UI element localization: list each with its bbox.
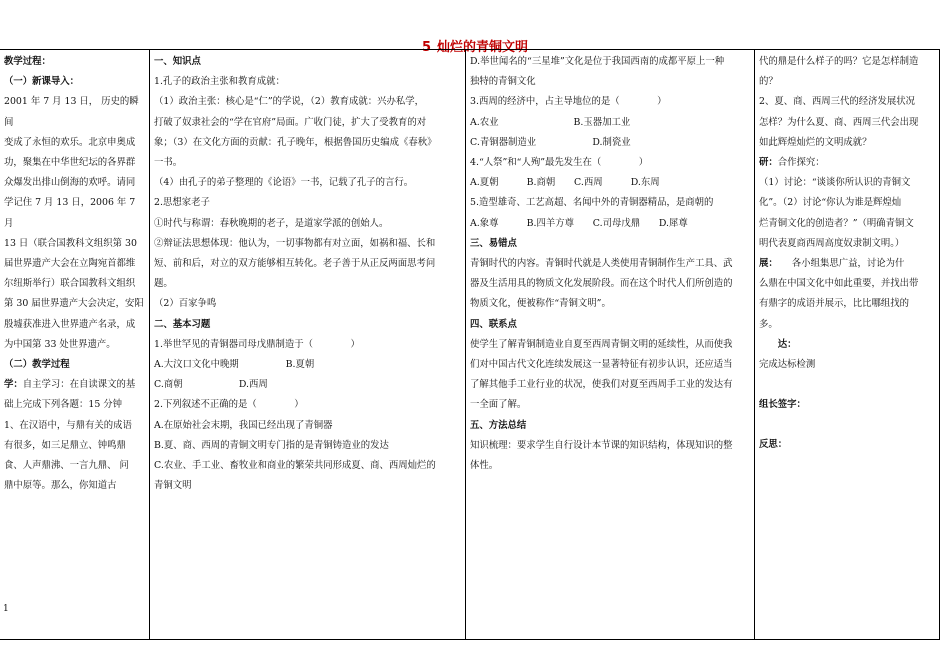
col2-line: （4）由孔子的弟子整理的《论语》一书，记载了孔子的言行。: [154, 177, 414, 189]
col3-line: 物质文化，便被称作“青铜文明”。: [470, 298, 611, 310]
col2-line: A.在原始社会末期，我国已经出现了青铜器: [154, 419, 333, 431]
col2-line: ①时代与称谓：春秋晚期的老子，是道家学派的创始人。: [154, 217, 389, 229]
column-discussion-and-reflection: [755, 50, 940, 639]
col3-line: 了解其他手工业行业的状况，使我们对夏至西周手工业的发达有: [470, 379, 733, 391]
col3-line: 青铜时代的内容。青铜时代就是人类使用青铜制作生产工具、武: [470, 258, 733, 270]
col3-line: 3.西周的经济中，占主导地位的是（ ）: [470, 96, 667, 108]
col4-line: 有鼎字的成语并展示，比比哪组找的: [759, 298, 910, 310]
col3-line: 们对中国古代文化连续发展这一显著特征有初步认识，还应适当: [470, 359, 733, 371]
col1-line: 众爆发出排山倒海的欢呼。请同: [4, 177, 136, 189]
col4-line: 2、夏、商、西周三代的经济发展状况: [759, 96, 915, 108]
col2-line: 2.思想家老子: [154, 197, 210, 209]
page-mark: 1: [3, 604, 9, 614]
col1-line: 变成了永恒的欢乐。北京申奥成: [4, 136, 136, 148]
col1-line: 2001 年 7 月 13 日， 历史的瞬间: [4, 96, 139, 128]
col1-line: 功，聚集在中华世纪坛的各界群: [4, 157, 136, 169]
col3-line: 使学生了解青铜制造业自夏至西周青铜文明的延续性，从而使我: [470, 338, 733, 350]
col3-line: 独特的青铜文化: [470, 76, 536, 88]
col3-line: 4.“人祭”和“人殉”最先发生在（ ）: [470, 157, 649, 169]
col2-line: 1.举世罕见的青铜器司母戊鼎制造于（ ）: [154, 338, 360, 350]
col1-line: [4, 375, 145, 395]
col1-line: 有很多，如三足鼎立、钟鸣鼎: [4, 439, 126, 451]
col4-line: [759, 153, 935, 173]
col2-line: 题。: [154, 278, 173, 290]
col4-line: （1）讨论：“谈谈你所认识的青铜文: [759, 177, 911, 189]
col3-line: 器及生活用具的物质文化发展阶段。而在这个时代人们所创造的: [470, 278, 733, 290]
col1-line: 尔纽斯举行）联合国教科文组织: [4, 278, 136, 290]
column-knowledge-points: [150, 50, 466, 639]
col2-line: （2）百家争鸣: [154, 298, 217, 310]
col4-line: 明代表夏商西周高度奴隶制文明。）: [759, 237, 905, 249]
col3-line: A.夏朝 B.商朝 C.西周 D.东周: [470, 177, 660, 189]
col3-line: 体性。: [470, 460, 499, 472]
col4-line: [759, 254, 935, 274]
column-teaching-process: [0, 50, 150, 639]
col2-line: A.大汶口文化中晚期 B.夏朝: [154, 359, 315, 371]
col4-line: 的？: [759, 76, 778, 88]
column-exercises-and-summary: [466, 50, 755, 639]
col2-line: 短、前和后，对立的双方能够相互转化。老子善于从正反两面思考问: [154, 258, 436, 270]
lesson-plan-table: [0, 49, 940, 640]
col3-line: 五、方法总结: [470, 419, 527, 431]
col3-line: 知识梳理：要求学生自行设计本节课的知识结构，体现知识的整: [470, 439, 733, 451]
col4-line: [759, 415, 935, 435]
col2-line: B.夏、商、西周的青铜文明专门指的是青铜铸造业的发达: [154, 439, 389, 451]
col2-line: ②辩证法思想体现：他认为，一切事物都有对立面，如祸和福、长和: [154, 237, 436, 249]
section-marker: 学：: [4, 379, 23, 391]
col3-line: A.象尊 B.四羊方尊 C.司母戊鼎 D.犀尊: [470, 217, 688, 229]
col2-line: 一、知识点: [154, 56, 201, 67]
line-text: 合作探究：: [777, 157, 825, 169]
col1-line: 鼎中原等。那么，你知道古: [4, 480, 117, 492]
col1-line: 第 30 届世界遗产大会决定，安阳: [4, 298, 144, 310]
col1-line: 食、人声鼎沸、一言九鼎、 问: [4, 460, 129, 472]
col4-line: 如此辉煌灿烂的文明成就？: [759, 136, 872, 148]
col2-line: 象；（3）在文化方面的贡献：孔子晚年，根据鲁国历史编成《春秋》: [154, 136, 437, 148]
col1-line: 届世界遗产大会在立陶宛首都维: [4, 258, 136, 270]
col3-line: 5.造型雄奇、工艺高超、名闻中外的青铜器精品，是商朝的: [470, 197, 714, 209]
col2-line: 一书。: [154, 157, 183, 169]
section-marker: 研：: [759, 157, 778, 169]
col4-line: 么鼎在中国文化中如此重要，并找出带: [759, 278, 919, 290]
col2-line: 青铜文明: [154, 480, 192, 492]
section-marker: 展：: [759, 258, 774, 270]
col1-line: 为中国第 33 处世界遗产。: [4, 338, 116, 350]
col4-line: 化”。（2）讨论“你认为谁是辉煌灿: [759, 197, 902, 209]
col2-line: C.农业、手工业、畜牧业和商业的繁荣共同形成夏、商、西周灿烂的: [154, 460, 436, 472]
col3-line: C.青铜器制造业 D.制瓷业: [470, 136, 631, 148]
col1-line: （一）新课导入：: [4, 76, 80, 88]
col2-line: （1）政治主张：核心是“仁”的学说，（2）教育成就：兴办私学，: [154, 96, 424, 108]
col4-line: 反思：: [759, 439, 788, 451]
col4-line: 代的鼎是什么样子的吗？它是怎样制造: [759, 56, 919, 67]
col3-line: 三、易错点: [470, 237, 517, 249]
col1-line: 教学过程：: [4, 56, 51, 67]
col4-line: 烂青铜文化的创造者？”（明确青铜文: [759, 217, 914, 229]
col2-line: C.商朝 D.西周: [154, 379, 268, 391]
col4-line: 完成达标检测: [759, 359, 816, 371]
col2-line: 2.下列叙述不正确的是（ ）: [154, 399, 304, 411]
col2-line: 二、基本习题: [154, 318, 211, 330]
col2-line: 打破了奴隶社会的“学在官府”局面。广收门徒，扩大了受教育的对: [154, 116, 427, 128]
col4-line: 达：: [759, 338, 797, 350]
col1-line: 础上完成下列各题：15 分钟: [4, 399, 123, 411]
col4-line: [759, 375, 935, 395]
col1-line: 1、在汉语中，与鼎有关的成语: [4, 419, 132, 431]
lesson-title: 灿烂的青铜文明: [437, 40, 529, 55]
line-text: 自主学习：在自读课文的基: [22, 379, 136, 391]
col3-line: 四、联系点: [470, 318, 517, 330]
col4-line: 组长签字：: [759, 399, 806, 411]
col3-line: D.举世闻名的“三星堆”文化是位于我国西南的成都平原上一种: [470, 56, 725, 67]
col1-line: 殷墟获准进入世界遗产名录，成: [4, 318, 136, 330]
col1-line: （二）教学过程: [4, 359, 70, 371]
col2-line: 1.孔子的政治主张和教育成就：: [154, 76, 285, 88]
col1-line: 学记住 7 月 13 日，2006 年 7 月: [4, 197, 136, 229]
line-text: 各小组集思广益，讨论为什: [773, 258, 905, 270]
lesson-number: 5: [421, 40, 432, 55]
col3-line: 一全面了解。: [470, 399, 527, 411]
col4-line: 怎样？为什么夏、商、西周三代会出现: [759, 116, 919, 128]
col4-line: 多。: [759, 318, 778, 330]
col3-line: A.农业 B.玉器加工业: [470, 116, 631, 128]
col1-line: 13 日（联合国教科文组织第 30: [4, 237, 137, 249]
